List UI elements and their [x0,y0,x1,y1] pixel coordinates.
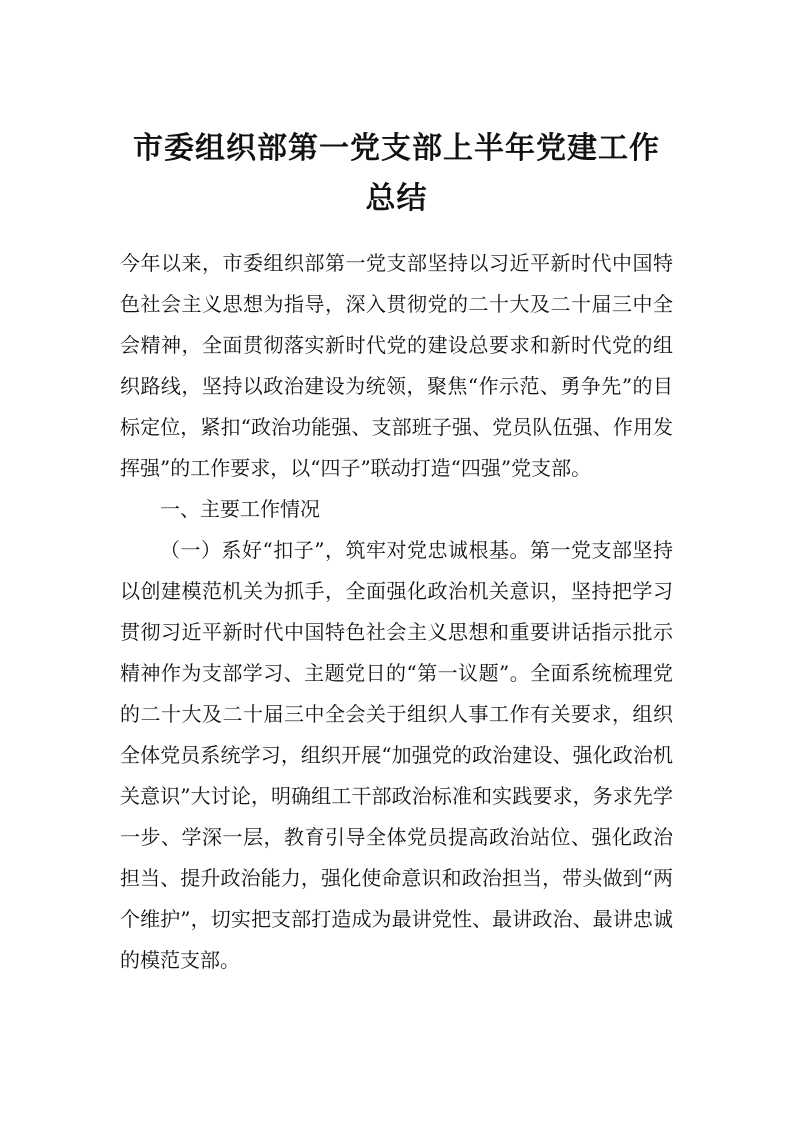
section-heading-main-work: 一、主要工作情况 [160,497,320,521]
document-title: 市委组织部第一党支部上半年党建工作总结 [133,131,660,216]
subsection-paragraph-1: （一）系好“扣子”，筑牢对党忠诚根基。第一党支部坚持以创建模范机关为抓手，全面强化政治机关意识，坚持把学习贯彻习近平新时代中国特色社会主义思想和重要讲话指示批示精神作为支部学习、主题党日的“第一议题”。全面系统梳理党的二十大及二十届三中全会关于组织人事工作有关要求，组织全体党员系统学习，组织开展“加强党的政治建设、强化政治机关意识”大讨论，明确组工干部政治标准和实践要求，务求先学一步、学深一层，教育引导全体党员提高政治站位、强化政治担当、提升政治能力，强化使命意识和政治担当，带头做到“两个维护”，切实把支部打造成为最讲党性、最讲政治、最讲忠诚的模范支部。 [120,538,673,972]
document-body [120,243,673,981]
intro-paragraph: 今年以来，市委组织部第一党支部坚持以习近平新时代中国特色社会主义思想为指导，深入贯彻党的二十大及二十届三中全会精神，全面贯彻落实新时代党的建设总要求和新时代党的组织路线，坚持以政治建设为统领，聚焦“作示范、勇争先”的目标定位，紧扣“政治功能强、支部班子强、党员队伍强、作用发挥强”的工作要求，以“四子”联动打造“四强”党支部。 [120,251,673,480]
